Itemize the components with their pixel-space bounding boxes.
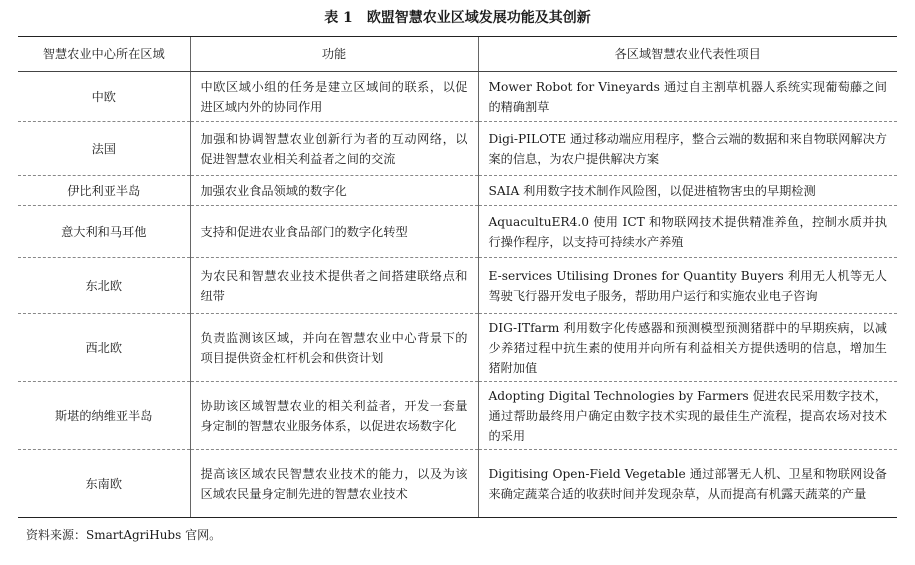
- region-cell: 伊比利亚半岛: [18, 176, 190, 206]
- function-cell: 负责监测该区域，并向在智慧农业中心背景下的项目提供资金杠杆机会和供资计划: [190, 314, 478, 382]
- function-cell: 加强和协调智慧农业创新行为者的互动网络，以促进智慧农业相关利益者之间的交流: [190, 122, 478, 176]
- function-cell: 协助该区域智慧农业的相关利益者，开发一套量身定制的智慧农业服务体系，以促进农场数字化: [190, 382, 478, 450]
- data-table: [18, 36, 897, 518]
- table-row: [18, 176, 897, 206]
- header-function: 功能: [190, 37, 478, 72]
- region-cell: 东北欧: [18, 258, 190, 314]
- table-header-row: [18, 37, 897, 72]
- project-cell: Digitising Open-Field Vegetable 通过部署无人机、卫星和物联网设备来确定蔬菜合适的收获时间并发现杂草，从而提高有机露天蔬菜的产量: [478, 450, 897, 518]
- table-row: [18, 206, 897, 258]
- region-cell: 意大利和马耳他: [18, 206, 190, 258]
- project-cell: AquacultuER4.0 使用 ICT 和物联网技术提供精准养鱼，控制水质并执行操作程序，以支持可持续水产养殖: [478, 206, 897, 258]
- source-note: 资料来源：SmartAgriHubs 官网。: [26, 528, 222, 542]
- function-cell: 提高该区域农民智慧农业技术的能力，以及为该区域农民量身定制先进的智慧农业技术: [190, 450, 478, 518]
- function-cell: 支持和促进农业食品部门的数字化转型: [190, 206, 478, 258]
- project-cell: Mower Robot for Vineyards 通过自主割草机器人系统实现葡萄藤之间的精确割草: [478, 72, 897, 122]
- region-cell: 中欧: [18, 72, 190, 122]
- table-title-text: 欧盟智慧农业区域发展功能及其创新: [366, 10, 591, 26]
- project-cell: Digi-PILOTE 通过移动端应用程序，整合云端的数据和来自物联网解决方案的信息，为农户提供解决方案: [478, 122, 897, 176]
- table-row: [18, 314, 897, 382]
- project-cell: DIG-ITfarm 利用数字化传感器和预测模型预测猪群中的早期疾病，以减少养猪过程中抗生素的使用并向所有利益相关方提供透明的信息，增加生猪附加值: [478, 314, 897, 382]
- function-cell: 中欧区域小组的任务是建立区域间的联系，以促进区域内外的协同作用: [190, 72, 478, 122]
- function-cell: 为农民和智慧农业技术提供者之间搭建联络点和纽带: [190, 258, 478, 314]
- table-row: [18, 382, 897, 450]
- header-region: 智慧农业中心所在区域: [18, 37, 190, 72]
- table-title: [18, 8, 897, 28]
- table-row: [18, 450, 897, 518]
- table-row: [18, 122, 897, 176]
- region-cell: 法国: [18, 122, 190, 176]
- region-cell: 斯堪的纳维亚半岛: [18, 382, 190, 450]
- project-cell: E-services Utilising Drones for Quantity Buyers 利用无人机等无人驾驶飞行器开发电子服务，帮助用户运行和实施农业电子咨询: [478, 258, 897, 314]
- project-cell: SAIA 利用数字技术制作风险图，以促进植物害虫的早期检测: [478, 176, 897, 206]
- header-project: 各区域智慧农业代表性项目: [478, 37, 897, 72]
- region-cell: 西北欧: [18, 314, 190, 382]
- table-number: 表 1: [324, 10, 353, 26]
- table-row: [18, 258, 897, 314]
- function-cell: 加强农业食品领域的数字化: [190, 176, 478, 206]
- region-cell: 东南欧: [18, 450, 190, 518]
- table-row: [18, 72, 897, 122]
- project-cell: Adopting Digital Technologies by Farmers 促进农民采用数字技术，通过帮助最终用户确定由数字技术实现的最佳生产流程，提高农场对技术的采用: [478, 382, 897, 450]
